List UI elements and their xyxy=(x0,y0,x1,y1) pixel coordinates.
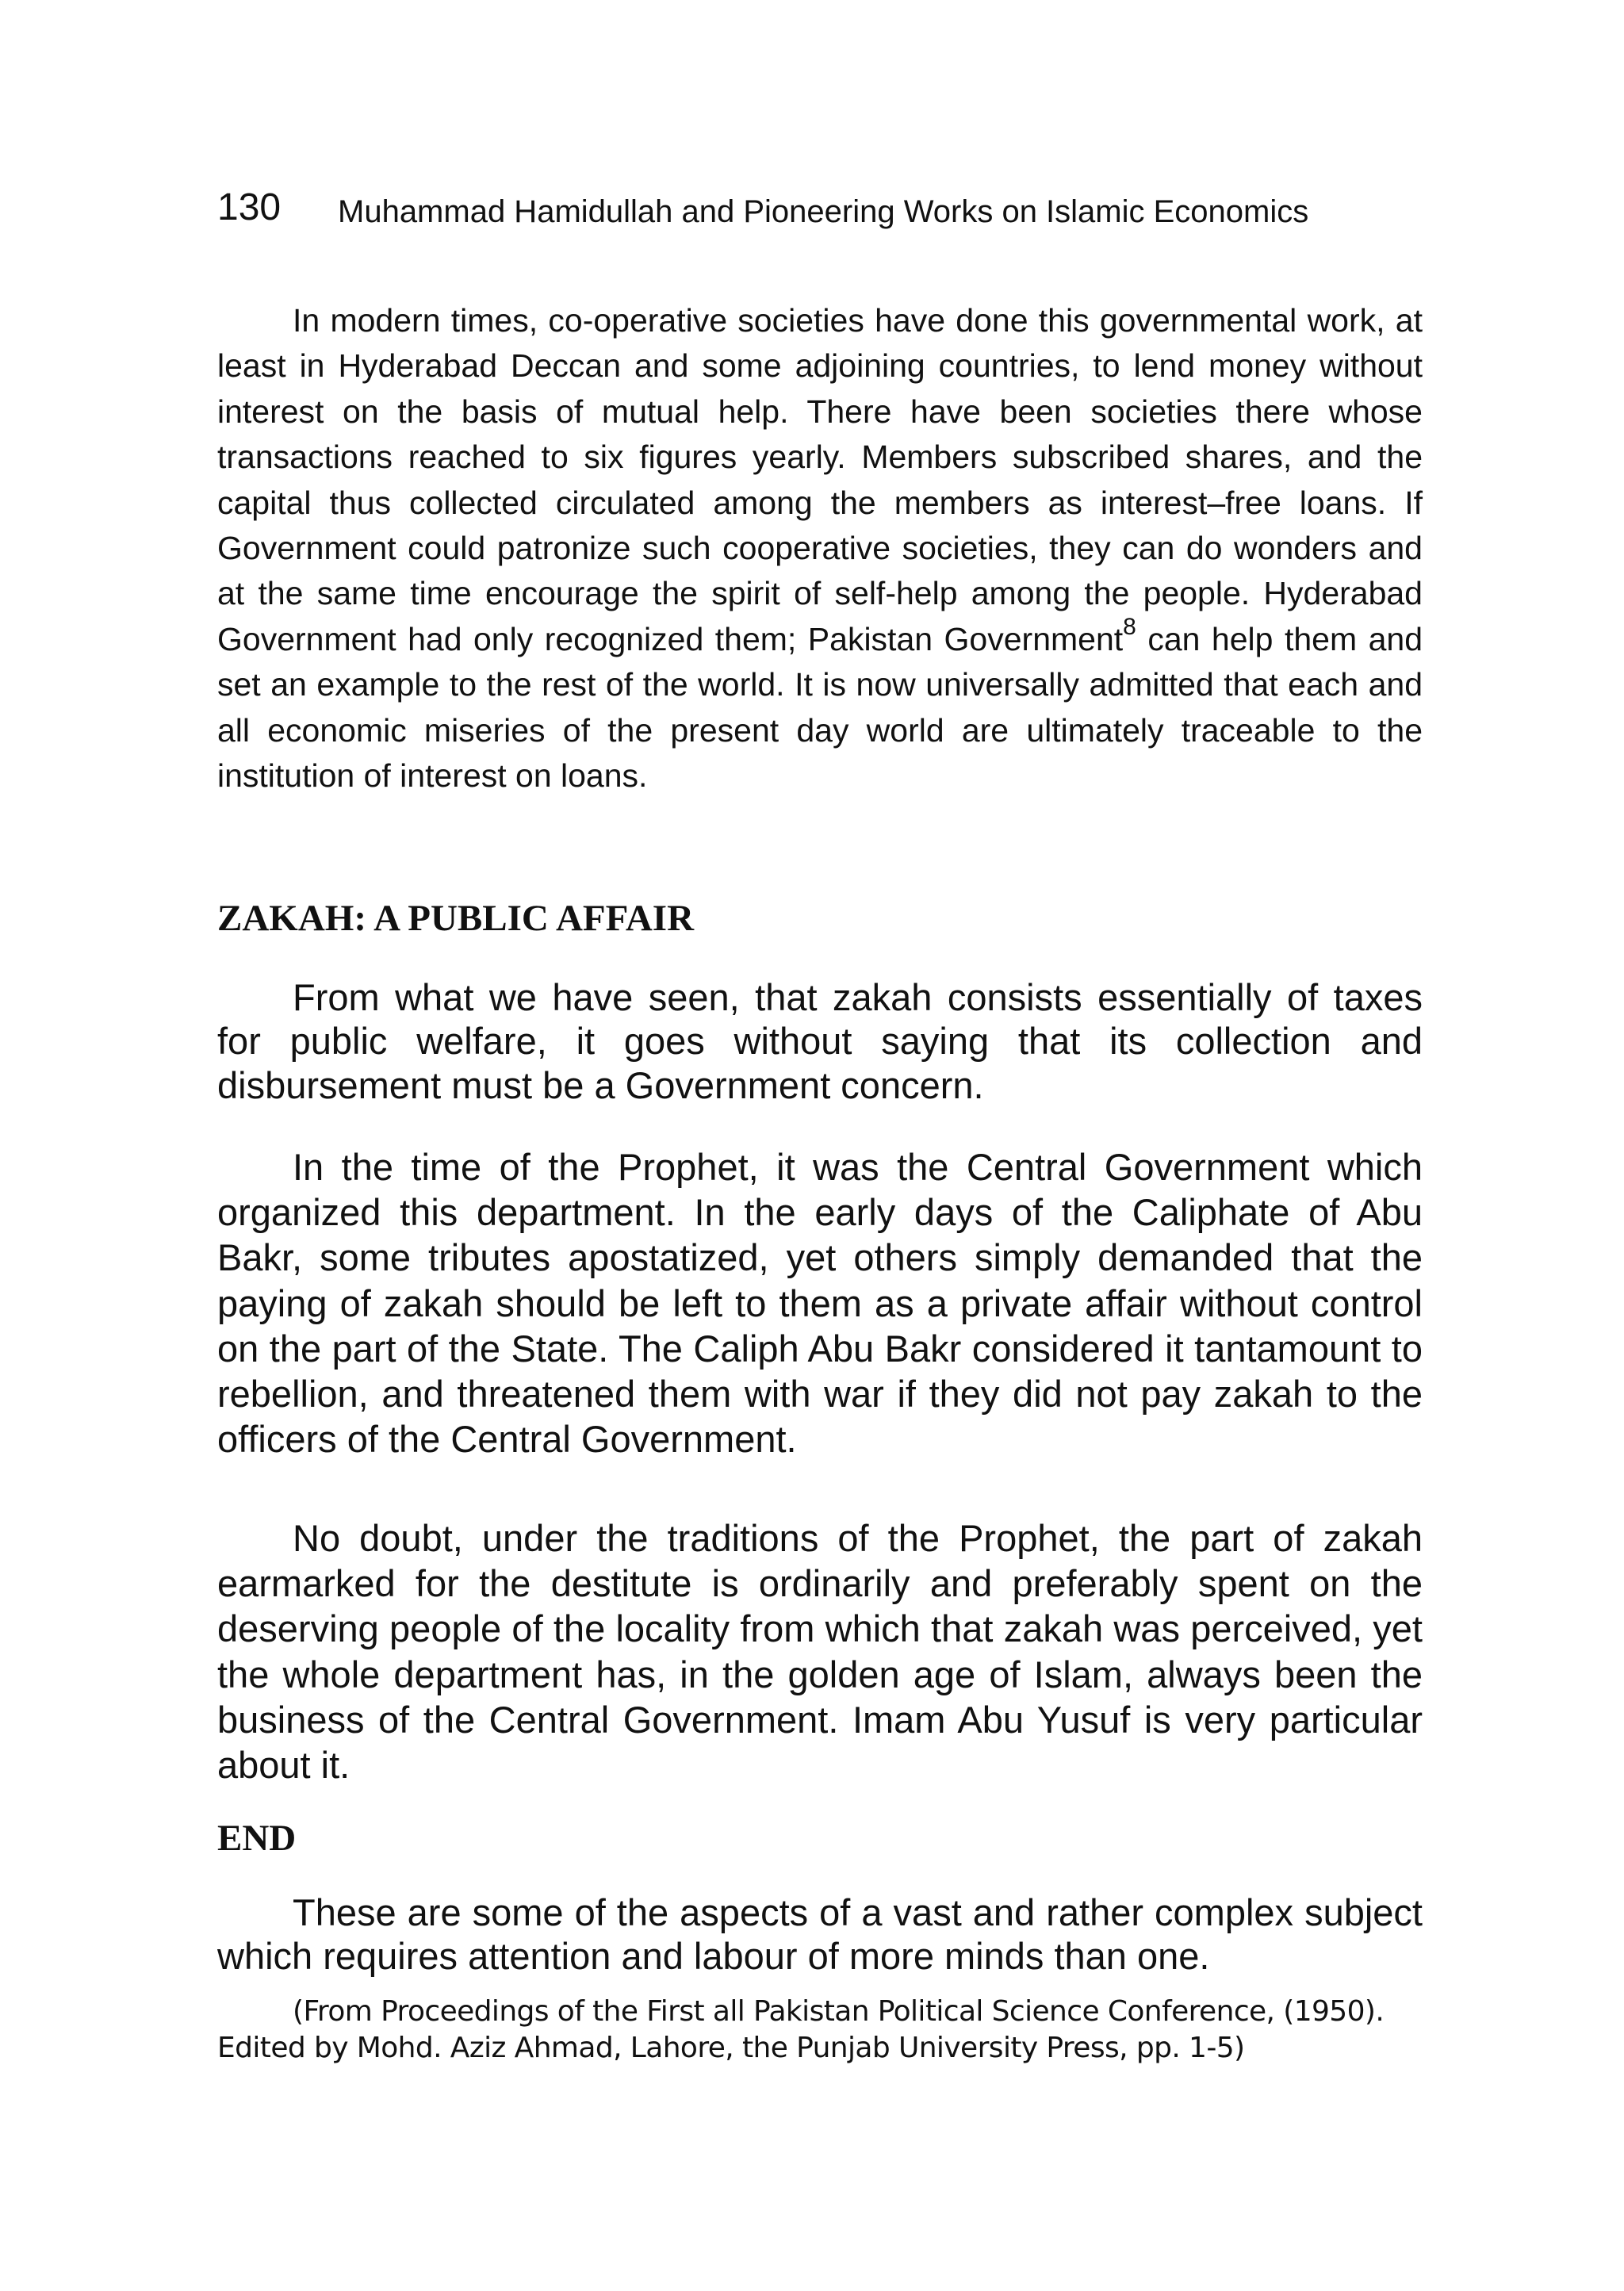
paragraph-closing: These are some of the aspects of a vast and rather complex subject which requires attention and labour of more minds than one. xyxy=(217,1891,1423,1978)
page-number: 130 xyxy=(217,186,282,228)
section-heading-end: END xyxy=(217,1818,297,1859)
paragraph-cooperative-societies xyxy=(217,298,1423,799)
section-heading-zakah: ZAKAH: A PUBLIC AFFAIR xyxy=(217,898,695,939)
page-header xyxy=(217,184,1423,239)
paragraph-time-of-prophet: In the time of the Prophet, it was the Central Government which organized this department. In the early days of the Caliphate of Abu Bakr, some tributes apostatized, yet others simply demanded that the paying of zakah should be left to them as a private affair without control on the part of the State. The Caliph Abu Bakr considered it tantamount to rebellion, and threatened them with war if they did not pay zakah to the officers of the Central Government. xyxy=(217,1146,1423,1461)
source-citation: (From Proceedings of the First all Pakistan Political Science Conference, (1950). Edited by Mohd. Aziz Ahmad, Lahore, the Punjab University Press, pp. 1-5) xyxy=(217,1995,1385,2064)
paragraph-text-continued: can help them and set an example to the rest of the world. It is now universally admitted that each and all economic miseries of the present day world are ultimately traceable to the institution of interest on loans. xyxy=(217,620,1423,795)
paragraph-text: In modern times, co-operative societies have done this governmental work, at least in Hyderabad Deccan and some adjoining countries, to lend money without interest on the basis of mutual help. There have been societies there whose transactions reached to six figures yearly. Members subscribed shares, and the capital thus collected circulated among the members as interest–free loans. If Government could patronize such cooperative societies, they can do wonders and at the same time encourage the spirit of self-help among the people. Hyderabad Government had only recognized them; Pakistan Government xyxy=(217,302,1423,657)
paragraph-traditions-of-prophet: No doubt, under the traditions of the Prophet, the part of zakah earmarked for the destitute is ordinarily and preferably spent on the deserving people of the locality from which that zakah was perceived, yet the whole department has, in the golden age of Islam, always been the business of the Central Government. Imam Abu Yusuf is very particular about it. xyxy=(217,1517,1423,1787)
paragraph-zakah-public-welfare: From what we have seen, that zakah consists essentially of taxes for public welfare, it goes without saying that its collection and disbursement must be a Government concern. xyxy=(217,976,1423,1106)
running-title: Muhammad Hamidullah and Pioneering Works on Islamic Economics xyxy=(338,194,1309,229)
footnote-reference[interactable]: 8 xyxy=(1123,613,1136,640)
